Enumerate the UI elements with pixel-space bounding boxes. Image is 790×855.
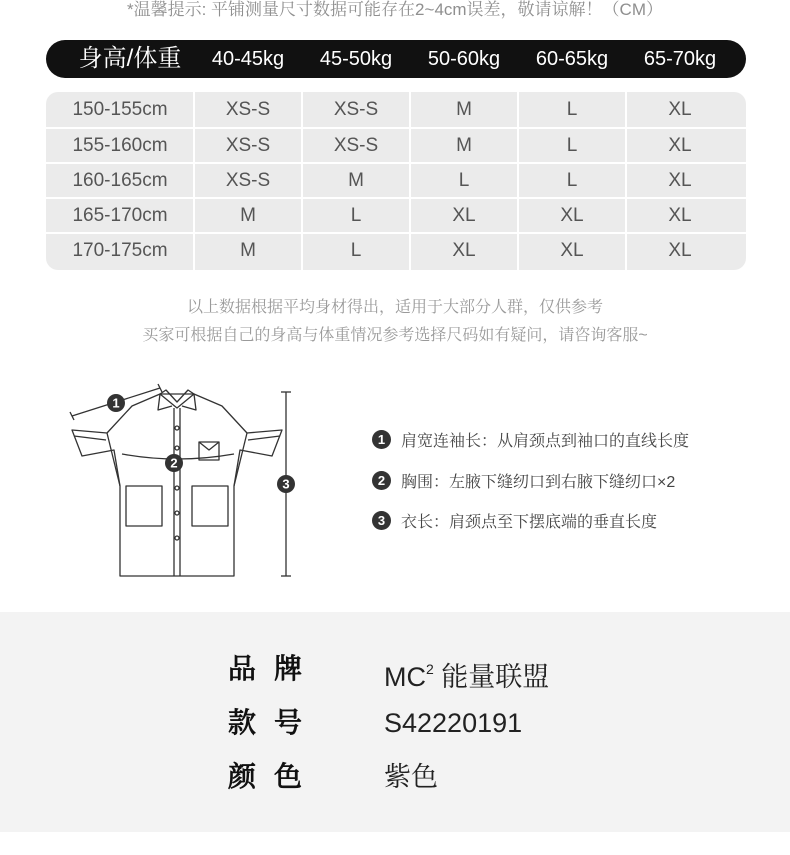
svg-text:2: 2 [170,455,178,471]
table-row [46,163,746,198]
marker-1-icon [107,394,125,412]
size-cell: XS-S [225,170,271,191]
height-cell: 165-170cm [72,205,168,226]
measurement-text: 肩宽连袖长：从肩颈点到袖口的直线长度 [401,433,690,450]
size-cell: M [456,135,472,156]
number-3-icon: 3 [372,511,391,530]
column-divider [193,92,195,270]
left-pocket [126,486,162,526]
brand-label: 品牌 [228,652,321,685]
footnote-line-1: 以上数据根据平均身材得出，适用于大部分人群，仅供参考 [186,299,603,316]
model-label: 款号 [228,706,321,739]
size-cell: XL [560,205,584,226]
color-value: 紫色 [384,762,438,792]
size-cell: XL [668,240,692,261]
column-divider [301,92,303,270]
height-cell: 155-160cm [72,135,168,156]
size-cell: M [456,99,472,120]
size-cell: XS-S [225,99,271,120]
table-row [46,92,746,127]
size-cell: L [350,205,362,226]
size-cell: M [348,170,364,191]
left-sleeve [107,433,120,486]
table-row [46,198,746,233]
header-height-weight: 身高/体重 [78,45,182,72]
row-divider [46,127,746,129]
chest-pocket-flap [199,442,219,450]
column-divider [517,92,519,270]
size-cell: L [566,170,578,191]
size-cell: XL [560,240,584,261]
button [175,486,179,490]
garment-diagram [62,378,312,588]
size-table-header [46,40,746,78]
row-divider [46,197,746,199]
measurement-note [372,428,689,454]
size-table [46,92,746,270]
table-row [46,233,746,268]
number-1-icon: 1 [372,430,391,449]
size-cell: L [458,170,470,191]
size-cell: XS-S [333,99,379,120]
marker-2-icon [165,454,183,472]
button [175,426,179,430]
cuff-left [74,436,106,440]
size-cell: L [566,99,578,120]
coat-illustration [62,378,312,583]
row-divider [46,162,746,164]
measurement-note [372,509,657,535]
height-cell: 150-155cm [72,99,168,120]
measurement-note [372,469,675,495]
size-cell: XS-S [333,135,379,156]
button [175,511,179,515]
footnote-line-2: 买家可根据自己的身高与体重情况参考选择尺码如有疑问，请咨询客服~ [142,327,648,344]
collar [160,390,194,408]
marker-3-icon [277,475,295,493]
header-weight-col: 65-70kg [643,48,717,70]
size-cell: M [240,240,256,261]
svg-text:1: 1 [112,395,120,411]
size-cell: XL [668,205,692,226]
height-cell: 170-175cm [72,240,168,261]
table-row [46,128,746,163]
right-pocket [192,486,228,526]
model-value: S42220191 [384,708,523,738]
size-cell: XL [668,135,692,156]
coat-outline [72,394,282,576]
color-row [0,757,790,797]
row-divider [46,232,746,234]
header-weight-col: 50-60kg [427,48,501,70]
size-cell: XS-S [225,135,271,156]
brand-row [0,649,790,692]
size-cell: XL [668,170,692,191]
brand-value: $MC^2$ 能量联盟 [384,661,550,692]
product-info-panel [0,612,790,832]
color-label: 颜色 [228,760,321,793]
cuff-right [248,436,280,440]
column-divider [409,92,411,270]
button [175,446,179,450]
size-cell: XL [452,240,476,261]
size-cell: L [566,135,578,156]
svg-text:3: 3 [282,476,290,492]
height-cell: 160-165cm [72,170,168,191]
header-weight-col: 60-65kg [535,48,609,70]
number-2-icon: 2 [372,471,391,490]
size-cell: L [350,240,362,261]
column-divider [625,92,627,270]
header-weight-col: 45-50kg [319,48,393,70]
size-cell: XL [668,99,692,120]
button [175,536,179,540]
size-cell: XL [452,205,476,226]
measurement-text: 胸围：左腋下缝纫口到右腋下缝纫口×2 [401,474,676,491]
measurement-notice: *温馨提示: 平铺测量尺寸数据可能存在2~4cm误差，敬请谅解！（CM） [127,0,663,19]
header-weight-col: 40-45kg [211,48,285,70]
model-row [0,703,790,743]
measurement-text: 衣长：肩颈点至下摆底端的垂直长度 [401,514,658,531]
size-cell: M [240,205,256,226]
right-sleeve [234,433,247,486]
